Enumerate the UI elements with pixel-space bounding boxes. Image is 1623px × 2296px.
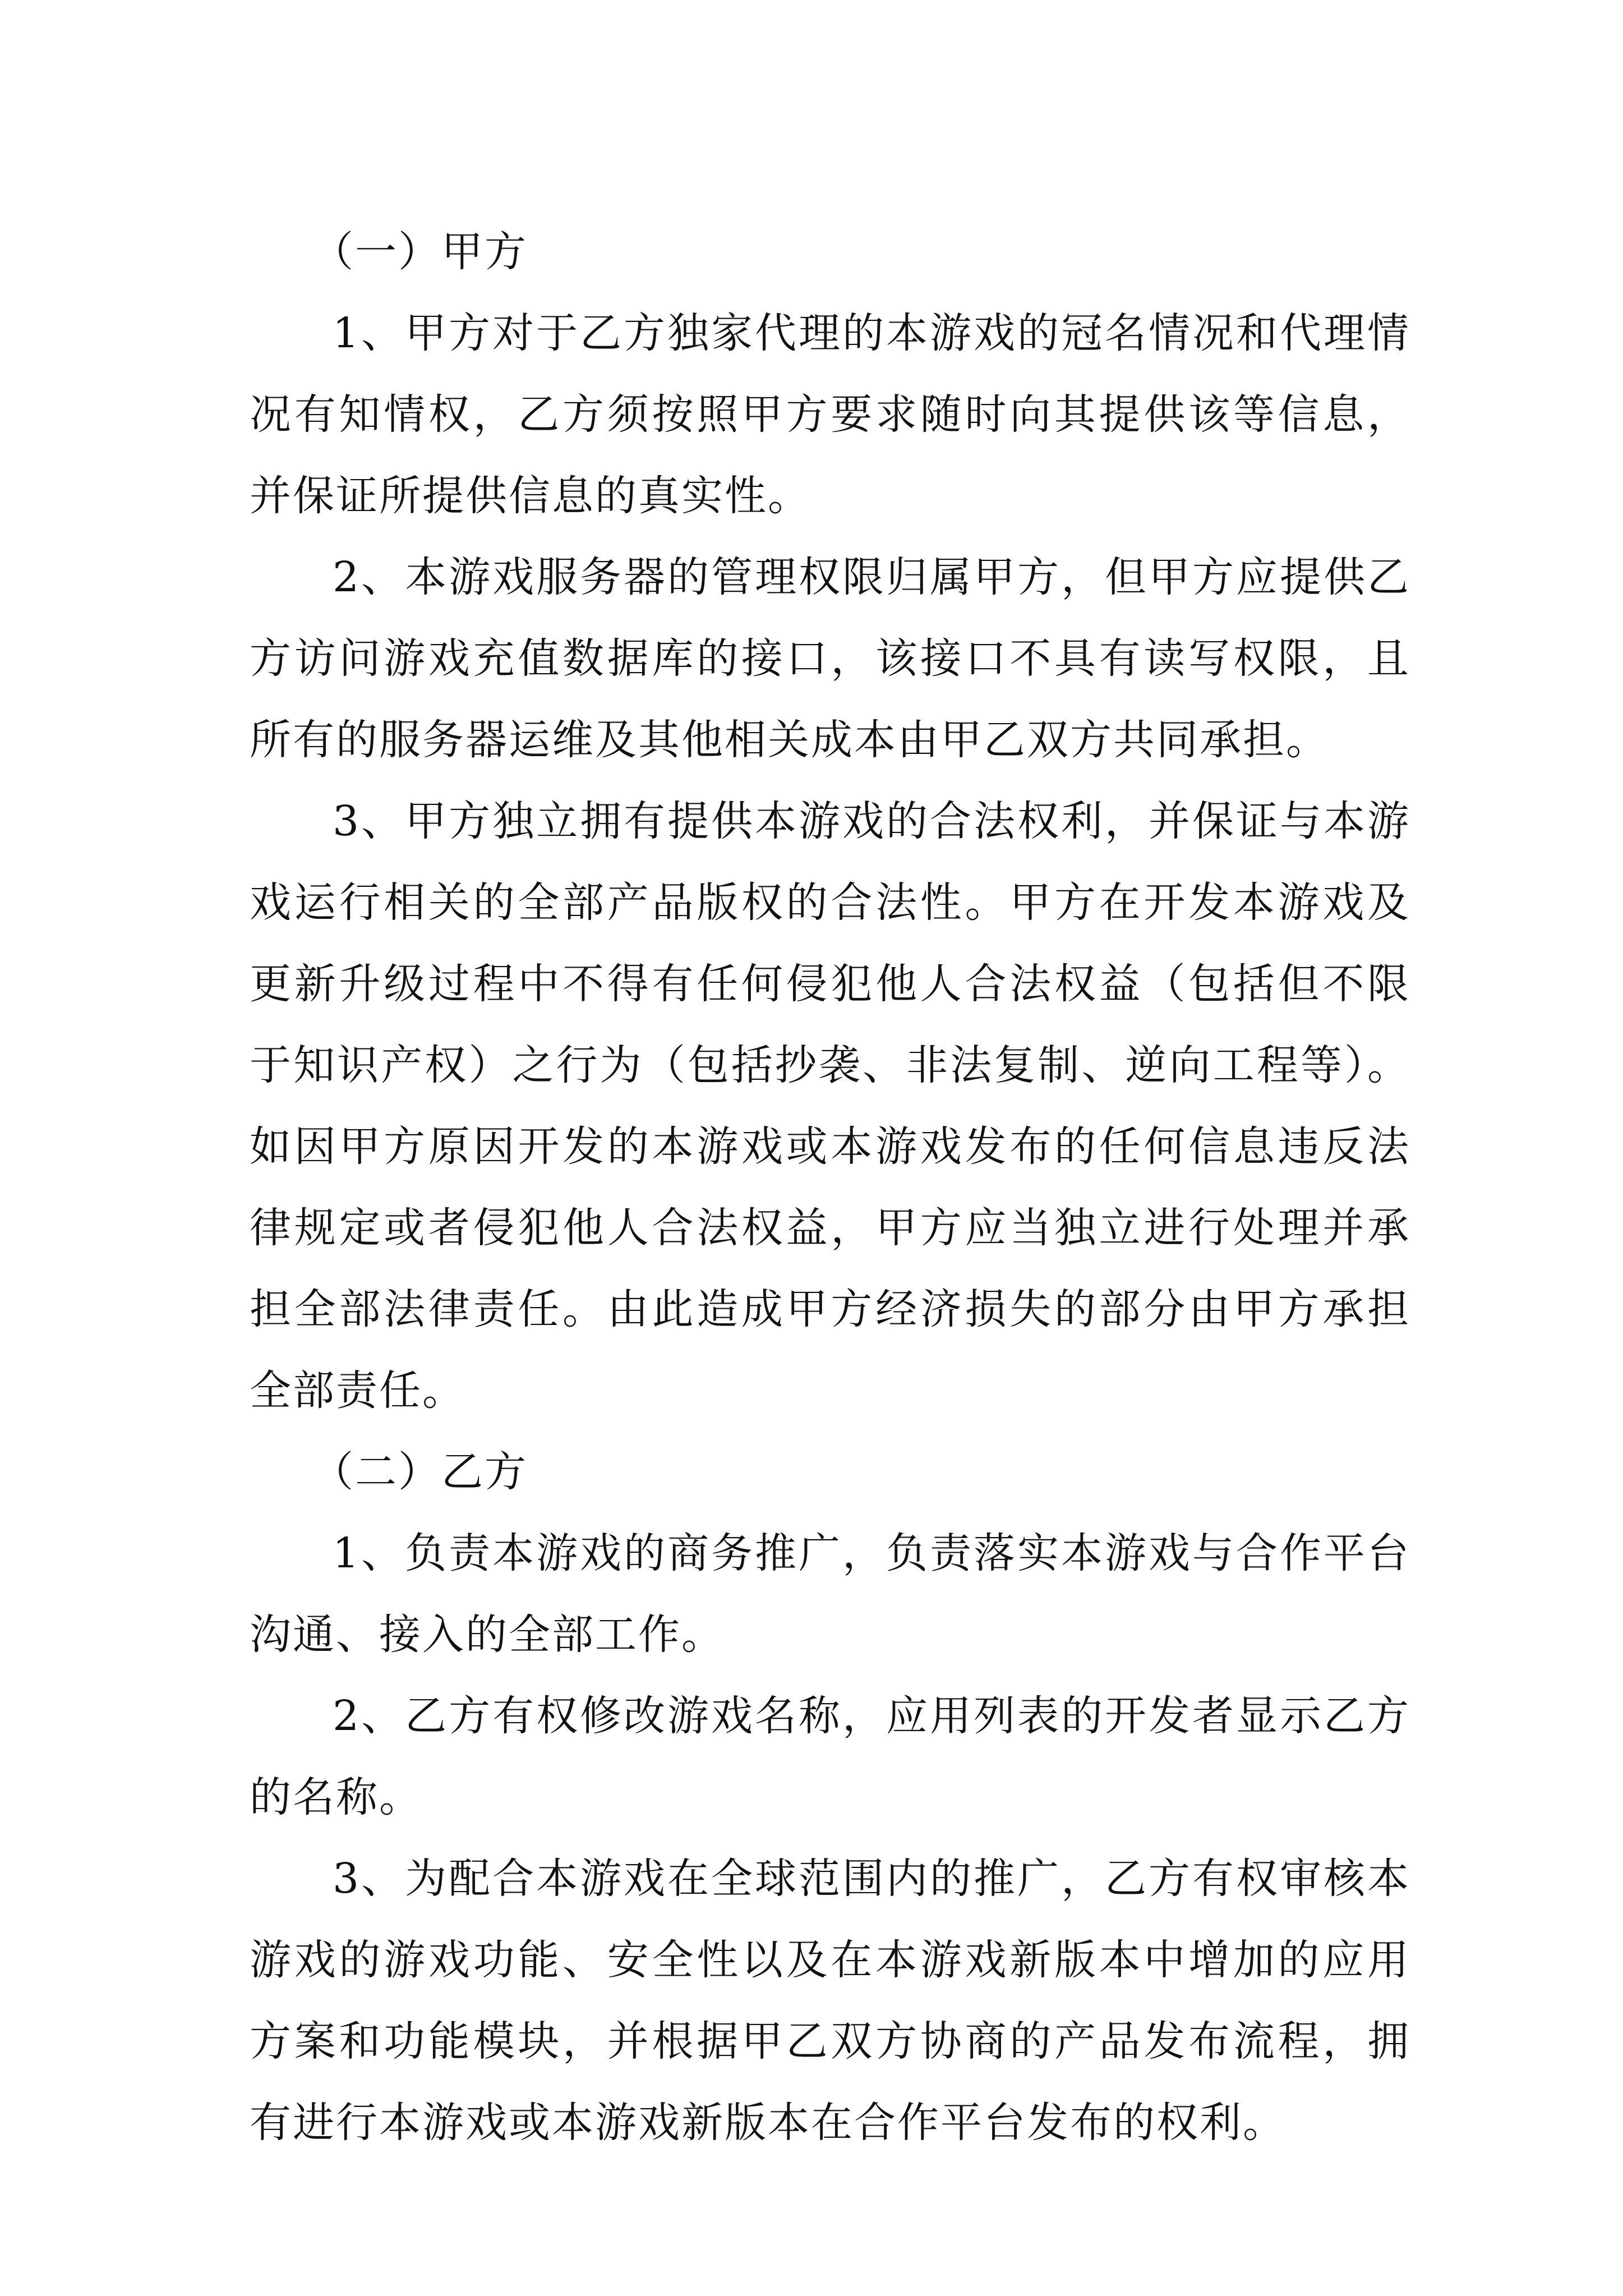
section-heading-party-a: （一）甲方 [312,228,528,276]
party-a-clause-1: 1、甲方对于乙方独家代理的本游戏的冠名情况和代理情况有知情权，乙方须按照甲方要求随时向其提供该等信息，并保证所提供信息的真实性。 [250,309,1410,520]
party-b-clause-2: 2、乙方有权修改游戏名称，应用列表的开发者显示乙方的名称。 [250,1692,1410,1821]
party-a-clause-3: 3、甲方独立拥有提供本游戏的合法权利，并保证与本游戏运行相关的全部产品版权的合法性。甲方在开发本游戏及更新升级过程中不得有任何侵犯他人合法权益（包括但不限于知识产权）之行为（包括抄袭、非法复制、逆向工程等）。如因甲方原因开发的本游戏或本游戏发布的任何信息违反法律规定或者侵犯他人合法权益，甲方应当独立进行处理并承担全部法律责任。由此造成甲方经济损失的部分由甲方承担全部责任。 [250,797,1410,1415]
party-a-clause-2: 2、本游戏服务器的管理权限归属甲方，但甲方应提供乙方访问游戏充值数据库的接口，该接口不具有读写权限，且所有的服务器运维及其他相关成本由甲乙双方共同承担。 [250,553,1410,764]
party-b-clause-3: 3、为配合本游戏在全球范围内的推广，乙方有权审核本游戏的游戏功能、安全性以及在本游戏新版本中增加的应用方案和功能模块，并根据甲乙双方协商的产品发布流程，拥有进行本游戏或本游戏新版本在合作平台发布的权利。 [250,1855,1410,2147]
document-body [250,211,1410,2164]
section-heading-party-b: （二）乙方 [312,1448,528,1496]
party-b-clause-1: 1、负责本游戏的商务推广，负责落实本游戏与合作平台沟通、接入的全部工作。 [250,1529,1410,1659]
